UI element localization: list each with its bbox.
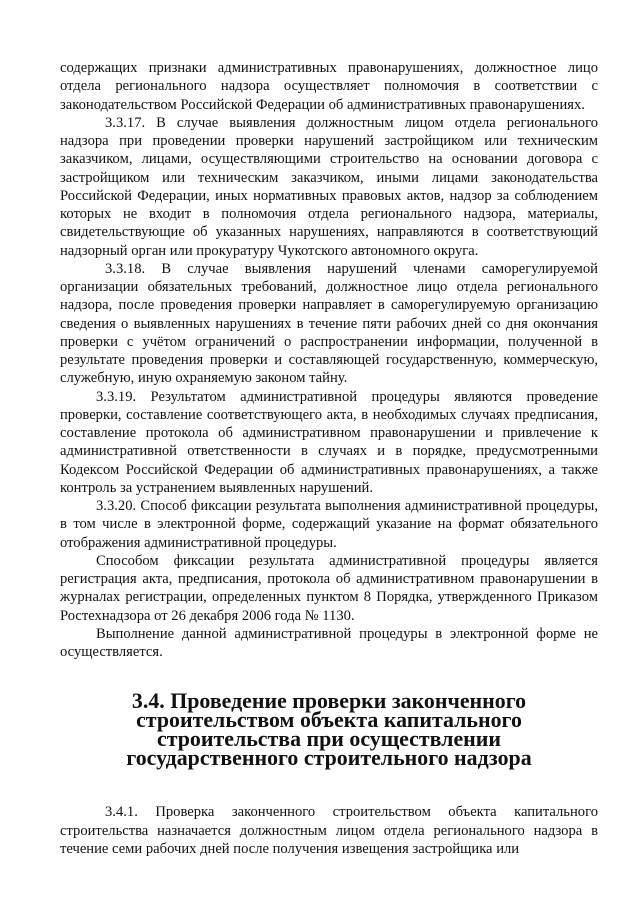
paragraph-3-3-19: 3.3.19. Результатом административной процедуры являются проведение проверки, составление соответствующего акта, в необходимых случаях предписания, составление протокола об административном правонарушении и привлечение к административной ответственности в случаях и в порядке, предусмотренными Кодексом Российской Федерации об административных правонарушениях, а также контроль за устранением выявленных нарушений. [60, 388, 598, 496]
paragraph-3-3-18: 3.3.18. В случае выявления нарушений членами саморегулируемой организации обязательных требований, должностное лицо отдела регионального надзора, после проведения проверки направляет в саморегулируемую организацию сведения о выявленных нарушениях в течение пяти рабочих дней со дня окончания проверки с учётом ограничений о распространении информации, полученной в результате проведения проверки и составляющей государственную, коммерческую, служебную, иную охраняемую законом тайну. [60, 260, 598, 387]
paragraph-fixation-method: Способом фиксации результата административной процедуры является регистрация акта, предписания, протокола об административном правонарушении в журналах регистрации, определенных пунктом 8 Порядка, утвержденного Приказом Ростехнадзора от 26 декабря 2006 года № 1130. [60, 552, 598, 624]
paragraph-3-4-1: 3.4.1. Проверка законченного строительством объекта капитального строительства назначается должностным лицом отдела регионального надзора в течение семи рабочих дней после получения извещения застройщика или [60, 804, 598, 857]
paragraph-continuation: содержащих признаки административных правонарушениях, должностное лицо отдела регионального надзора осуществляет полномочия в соответствии с законодательством Российской Федерации об административных правонарушениях. [60, 60, 598, 113]
paragraph-3-3-17: 3.3.17. В случае выявления должностным лицом отдела регионального надзора при проведении проверки нарушений застройщиком или техническим заказчиком, лицами, осуществляющими строительство на основании договора с застройщиком или техническим заказчиком, иными лицами законодательства Российской Федерации, иных нормативных правовых актов, надзор за соблюдением которых не входит в полномочия отдела регионального надзора, материалы, свидетельствующие об указанных нарушениях, направляются в соответствующий надзорный орган или прокуратуру Чукотского автономного округа. [60, 114, 598, 259]
section-heading: 3.4. Проведение проверки законченного строительством объекта капитального строительства при осуществлении государственного строительного надзора [126, 688, 532, 771]
paragraph-3-3-20: 3.3.20. Способ фиксации результата выполнения административной процедуры, в том числе в электронной форме, содержащий указание на формат обязательного отображения административной процедуры. [60, 498, 598, 551]
paragraph-electronic-form: Выполнение данной административной процедуры в электронной форме не осуществляется. [60, 625, 598, 660]
